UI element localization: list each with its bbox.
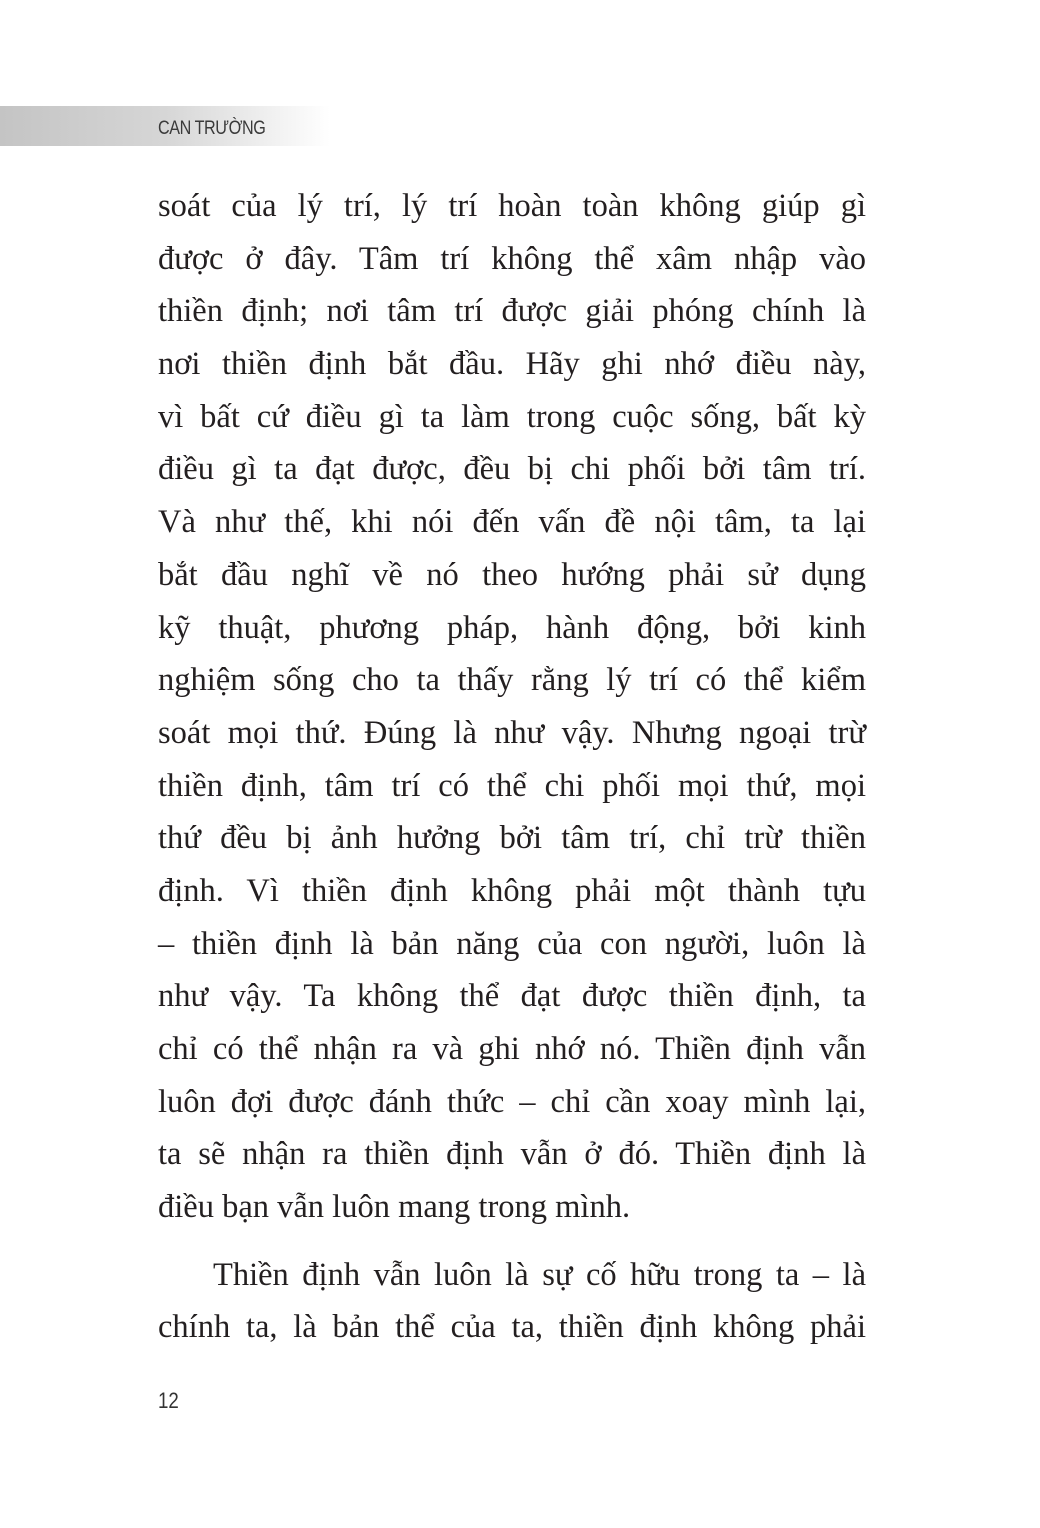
running-title: CAN TRƯỜNG [158, 118, 266, 139]
text-line: kỹ thuật, phương pháp, hành động, bởi kinh [158, 609, 866, 646]
text-line: luôn đợi được đánh thức – chỉ cần xoay mình lại, [158, 1083, 866, 1120]
text-line: Thiền định vẫn luôn là sự cố hữu trong ta – là [213, 1256, 866, 1293]
text-line: soát mọi thứ. Đúng là như vậy. Nhưng ngoại trừ [158, 714, 866, 751]
text-line: ta sẽ nhận ra thiền định vẫn ở đó. Thiền định là [158, 1136, 866, 1173]
paragraph [158, 1249, 866, 1354]
text-line: nơi thiền định bắt đầu. Hãy ghi nhớ điều này, [158, 346, 866, 383]
text-line: thiền định; nơi tâm trí được giải phóng chính là [158, 293, 866, 330]
text-line: bắt đầu nghĩ về nó theo hướng phải sử dụng [158, 556, 866, 593]
text-line: – thiền định là bản năng của con người, luôn là [158, 925, 866, 962]
text-line: thứ đều bị ảnh hưởng bởi tâm trí, chỉ trừ thiền [158, 820, 866, 857]
text-line: soát của lý trí, lý trí hoàn toàn không giúp gì [158, 188, 866, 224]
text-line: vì bất cứ điều gì ta làm trong cuộc sống, bất kỳ [158, 398, 866, 435]
paragraph [158, 180, 866, 1234]
text-line: Và như thế, khi nói đến vấn đề nội tâm, ta lại [158, 504, 866, 541]
page-body [158, 180, 866, 1369]
page-number: 12 [158, 1388, 179, 1413]
text-line: điều bạn vẫn luôn mang trong mình. [158, 1189, 631, 1226]
text-line: chỉ có thể nhận ra và ghi nhớ nó. Thiền định vẫn [158, 1031, 866, 1067]
text-line: điều gì ta đạt được, đều bị chi phối bởi tâm trí. [158, 451, 866, 488]
text-line: như vậy. Ta không thể đạt được thiền định, ta [158, 978, 866, 1015]
text-line: chính ta, là bản thể của ta, thiền định không phải [158, 1309, 866, 1346]
text-line: thiền định, tâm trí có thể chi phối mọi thứ, mọi [158, 767, 866, 804]
text-line: nghiệm sống cho ta thấy rằng lý trí có thể kiểm [158, 662, 866, 699]
text-line: được ở đây. Tâm trí không thể xâm nhập vào [158, 240, 866, 277]
text-line: định. Vì thiền định không phải một thành tựu [158, 872, 866, 909]
